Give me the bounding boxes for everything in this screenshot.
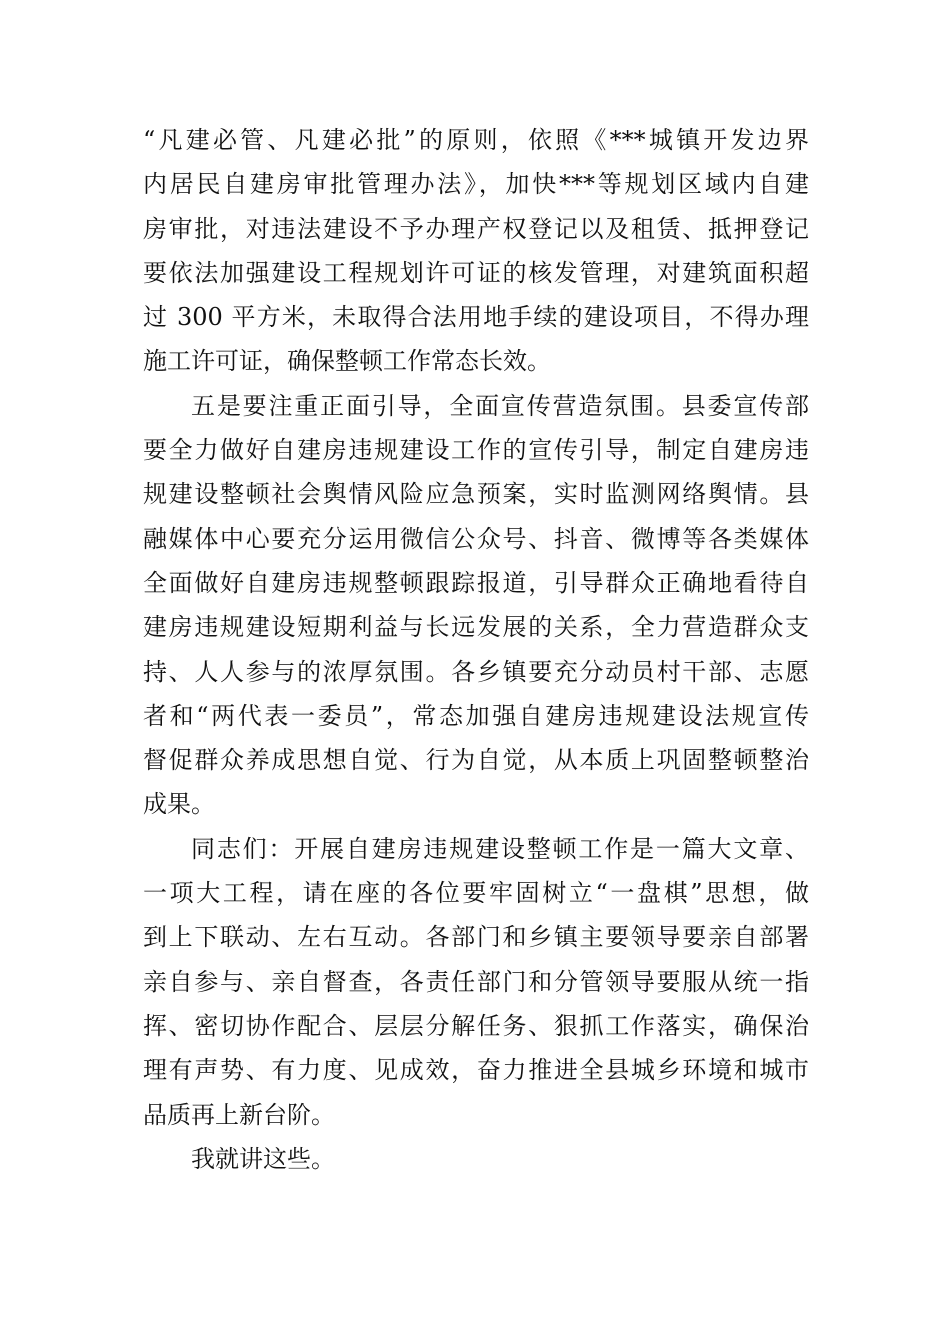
text-line: 品质再上新台阶。	[143, 1100, 335, 1129]
text-line: 要依法加强建设工程规划许可证的核发管理，对建筑面积超	[143, 258, 809, 287]
text-line: 要全力做好自建房违规建设工作的宣传引导，制定自建房违	[143, 436, 809, 465]
text-line: 理有声势、有力度、见成效，奋力推进全县城乡环境和城市	[143, 1056, 809, 1085]
text-line: 施工许可证，确保整顿工作常态长效。	[143, 347, 551, 376]
text-line: 挥、密切协作配合、层层分解任务、狠抓工作落实，确保治	[143, 1011, 809, 1040]
text-line: 房审批，对违法建设不予办理产权登记以及租赁、抵押登记	[143, 214, 809, 243]
text-line: 者和“两代表一委员”，常态加强自建房违规建设法规宣传	[143, 701, 809, 730]
paragraph-start-line: 同志们：开展自建房违规建设整顿工作是一篇大文章、	[191, 834, 809, 863]
text-line: 过 300 平方米，未取得合法用地手续的建设项目，不得办理	[143, 303, 809, 332]
text-line: 督促群众养成思想自觉、行为自觉，从本质上巩固整顿整治	[143, 746, 809, 775]
text-line: “凡建必管、凡建必批”的原则，依照《***城镇开发边界	[143, 126, 809, 154]
text-line: 一项大工程，请在座的各位要牢固树立“一盘棋”思想，做	[143, 879, 809, 908]
text-line: 规建设整顿社会舆情风险应急预案，实时监测网络舆情。县	[143, 480, 809, 509]
text-line: 持、人人参与的浓厚氛围。各乡镇要充分动员村干部、志愿	[143, 657, 809, 686]
text-line: 融媒体中心要充分运用微信公众号、抖音、微博等各类媒体	[143, 524, 809, 553]
text-line: 全面做好自建房违规整顿跟踪报道，引导群众正确地看待自	[143, 568, 809, 597]
text-line: 亲自参与、亲自督查，各责任部门和分管领导要服从统一指	[143, 967, 809, 996]
body-text	[143, 118, 809, 1181]
text-line: 内居民自建房审批管理办法》，加快***等规划区域内自建	[143, 170, 809, 199]
paragraph-start-line: 五是要注重正面引导，全面宣传营造氛围。县委宣传部	[191, 391, 809, 420]
paragraph-start-line: 我就讲这些。	[191, 1144, 335, 1173]
text-line: 建房违规建设短期利益与长远发展的关系，全力营造群众支	[143, 613, 809, 642]
text-line: 到上下联动、左右互动。各部门和乡镇主要领导要亲自部署	[143, 923, 809, 952]
text-line: 成果。	[143, 790, 215, 819]
